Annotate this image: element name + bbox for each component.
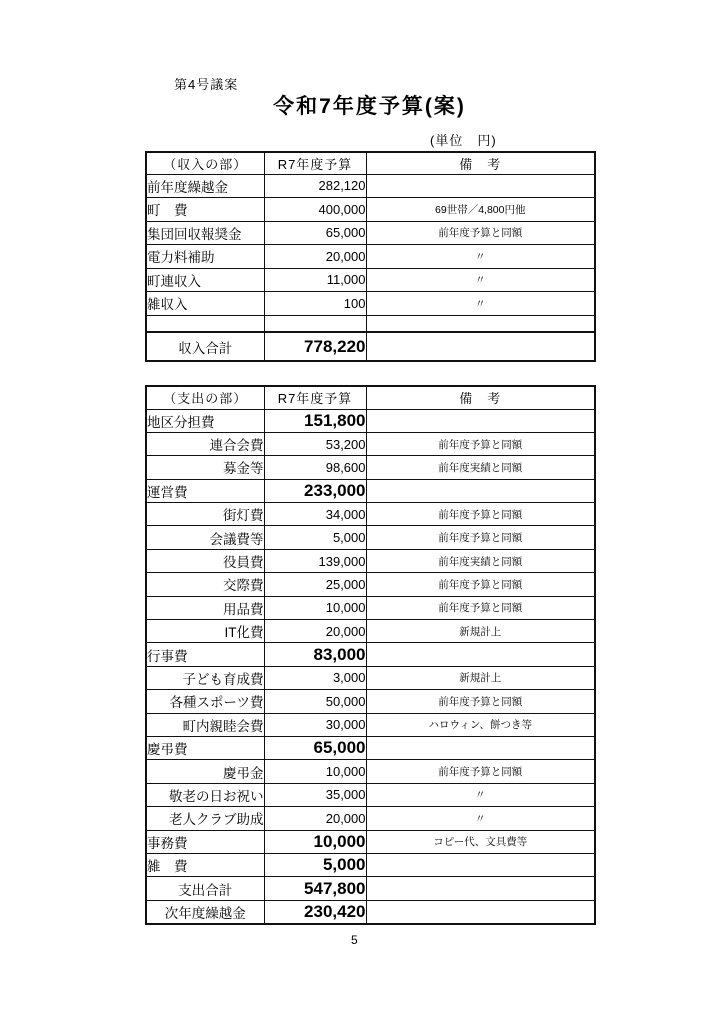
row-remark-cell: 前年度予算と同額 xyxy=(366,760,595,783)
row-remark-cell: 新規計上 xyxy=(366,666,595,689)
row-value-cell: 139,000 xyxy=(264,549,366,572)
expense-remarks-column-header: 備 考 xyxy=(366,386,595,409)
row-label-cell: 町内親睦会費 xyxy=(146,713,264,736)
expense-table xyxy=(145,385,596,925)
row-remark-cell: 前年度予算と同額 xyxy=(366,221,595,245)
row-label-cell: 町連収入 xyxy=(146,268,264,292)
row-value-cell: 83,000 xyxy=(264,643,366,666)
table-row xyxy=(146,409,595,432)
row-remark-cell: 〃 xyxy=(366,783,595,806)
row-remark-cell xyxy=(366,643,595,666)
row-label-cell: 子ども育成費 xyxy=(146,666,264,689)
row-value-cell: 53,200 xyxy=(264,432,366,455)
row-value-cell: 10,000 xyxy=(264,596,366,619)
row-label-cell: 雑 費 xyxy=(146,853,264,876)
row-remark-cell: 〃 xyxy=(366,268,595,292)
proposal-number-label: 第4号議案 xyxy=(174,77,239,92)
row-label-cell: 町 費 xyxy=(146,198,264,222)
row-remark-cell: 前年度予算と同額 xyxy=(366,596,595,619)
row-value-cell: 3,000 xyxy=(264,666,366,689)
row-label-cell: 役員費 xyxy=(146,549,264,572)
table-row xyxy=(146,198,595,222)
expense-table-body xyxy=(146,409,595,924)
income-budget-column-header: R7年度予算 xyxy=(264,152,366,174)
row-label-cell: 集団回収報奨金 xyxy=(146,221,264,245)
table-row xyxy=(146,690,595,713)
row-label-cell: 各種スポーツ費 xyxy=(146,690,264,713)
table-row xyxy=(146,713,595,736)
row-value-cell: 34,000 xyxy=(264,503,366,526)
row-value-cell: 25,000 xyxy=(264,573,366,596)
row-remark-cell: 〃 xyxy=(366,807,595,830)
row-label-cell: IT化費 xyxy=(146,620,264,643)
expense-table-header-row xyxy=(146,386,595,409)
row-label-cell: 交際費 xyxy=(146,573,264,596)
row-remark-cell: 前年度予算と同額 xyxy=(366,526,595,549)
row-remark-cell xyxy=(366,332,595,361)
table-row xyxy=(146,268,595,292)
row-label-cell: 支出合計 xyxy=(146,877,264,900)
row-label-cell: 慶弔金 xyxy=(146,760,264,783)
row-label-cell: 次年度繰越金 xyxy=(146,900,264,923)
table-row xyxy=(146,760,595,783)
row-value-cell: 20,000 xyxy=(264,245,366,269)
table-row xyxy=(146,503,595,526)
expense-budget-column-header: R7年度予算 xyxy=(264,386,366,409)
table-row xyxy=(146,479,595,502)
row-remark-cell: ハロウィン、餅つき等 xyxy=(366,713,595,736)
row-remark-cell: 前年度予算と同額 xyxy=(366,432,595,455)
row-value-cell: 35,000 xyxy=(264,783,366,806)
row-value-cell: 233,000 xyxy=(264,479,366,502)
row-value-cell: 20,000 xyxy=(264,620,366,643)
row-label-cell: 事務費 xyxy=(146,830,264,853)
row-remark-cell: コピー代、文具費等 xyxy=(366,830,595,853)
row-remark-cell: 前年度予算と同額 xyxy=(366,503,595,526)
row-label-cell: 街灯費 xyxy=(146,503,264,526)
row-label-cell xyxy=(146,315,264,332)
table-row xyxy=(146,221,595,245)
row-value-cell: 400,000 xyxy=(264,198,366,222)
table-row xyxy=(146,573,595,596)
row-remark-cell xyxy=(366,174,595,198)
income-account-column-header: （収入の部） xyxy=(146,152,264,174)
row-value-cell: 230,420 xyxy=(264,900,366,923)
row-remark-cell: 新規計上 xyxy=(366,620,595,643)
table-row xyxy=(146,245,595,269)
row-label-cell: 地区分担費 xyxy=(146,409,264,432)
row-value-cell: 10,000 xyxy=(264,760,366,783)
row-value-cell: 30,000 xyxy=(264,713,366,736)
table-row xyxy=(146,643,595,666)
table-row xyxy=(146,456,595,479)
row-remark-cell: 〃 xyxy=(366,245,595,269)
table-row xyxy=(146,666,595,689)
row-remark-cell: 〃 xyxy=(366,292,595,316)
row-value-cell: 10,000 xyxy=(264,830,366,853)
income-table xyxy=(145,151,596,362)
table-row xyxy=(146,900,595,923)
table-row xyxy=(146,432,595,455)
row-label-cell: 雑収入 xyxy=(146,292,264,316)
row-label-cell: 会議費等 xyxy=(146,526,264,549)
table-row xyxy=(146,783,595,806)
table-row xyxy=(146,174,595,198)
table-row xyxy=(146,526,595,549)
row-remark-cell xyxy=(366,479,595,502)
row-value-cell: 98,600 xyxy=(264,456,366,479)
table-row xyxy=(146,830,595,853)
row-label-cell: 老人クラブ助成 xyxy=(146,807,264,830)
table-row xyxy=(146,596,595,619)
row-value-cell: 778,220 xyxy=(264,332,366,361)
income-remarks-column-header: 備 考 xyxy=(366,152,595,174)
unit-note: (単位 円) xyxy=(430,133,497,148)
row-label-cell: 行事費 xyxy=(146,643,264,666)
row-label-cell: 慶弔費 xyxy=(146,736,264,759)
row-remark-cell: 前年度予算と同額 xyxy=(366,573,595,596)
income-table-header-row xyxy=(146,152,595,174)
row-remark-cell xyxy=(366,853,595,876)
row-value-cell: 151,800 xyxy=(264,409,366,432)
row-remark-cell xyxy=(366,877,595,900)
row-remark-cell xyxy=(366,900,595,923)
row-remark-cell xyxy=(366,409,595,432)
row-remark-cell xyxy=(366,736,595,759)
row-value-cell: 547,800 xyxy=(264,877,366,900)
table-row xyxy=(146,315,595,332)
table-row xyxy=(146,807,595,830)
row-label-cell: 収入合計 xyxy=(146,332,264,361)
row-label-cell: 前年度繰越金 xyxy=(146,174,264,198)
row-value-cell: 65,000 xyxy=(264,736,366,759)
row-remark-cell: 69世帯／4,800円他 xyxy=(366,198,595,222)
row-value-cell: 282,120 xyxy=(264,174,366,198)
row-value-cell: 5,000 xyxy=(264,853,366,876)
table-row xyxy=(146,620,595,643)
table-row xyxy=(146,736,595,759)
page-number: 5 xyxy=(351,933,358,947)
page-title: 令和7年度予算(案) xyxy=(273,95,466,118)
row-remark-cell: 前年度実績と同額 xyxy=(366,456,595,479)
table-row xyxy=(146,292,595,316)
row-value-cell: 100 xyxy=(264,292,366,316)
income-table-body xyxy=(146,174,595,361)
row-value-cell: 5,000 xyxy=(264,526,366,549)
row-remark-cell xyxy=(366,315,595,332)
row-label-cell: 連合会費 xyxy=(146,432,264,455)
table-row xyxy=(146,877,595,900)
row-label-cell: 募金等 xyxy=(146,456,264,479)
table-row xyxy=(146,332,595,361)
expense-account-column-header: （支出の部） xyxy=(146,386,264,409)
row-remark-cell: 前年度予算と同額 xyxy=(366,690,595,713)
table-row xyxy=(146,853,595,876)
row-label-cell: 電力料補助 xyxy=(146,245,264,269)
row-value-cell: 11,000 xyxy=(264,268,366,292)
row-value-cell xyxy=(264,315,366,332)
row-label-cell: 運営費 xyxy=(146,479,264,502)
row-label-cell: 用品費 xyxy=(146,596,264,619)
row-label-cell: 敬老の日お祝い xyxy=(146,783,264,806)
row-value-cell: 50,000 xyxy=(264,690,366,713)
row-value-cell: 20,000 xyxy=(264,807,366,830)
row-remark-cell: 前年度実績と同額 xyxy=(366,549,595,572)
row-value-cell: 65,000 xyxy=(264,221,366,245)
table-row xyxy=(146,549,595,572)
